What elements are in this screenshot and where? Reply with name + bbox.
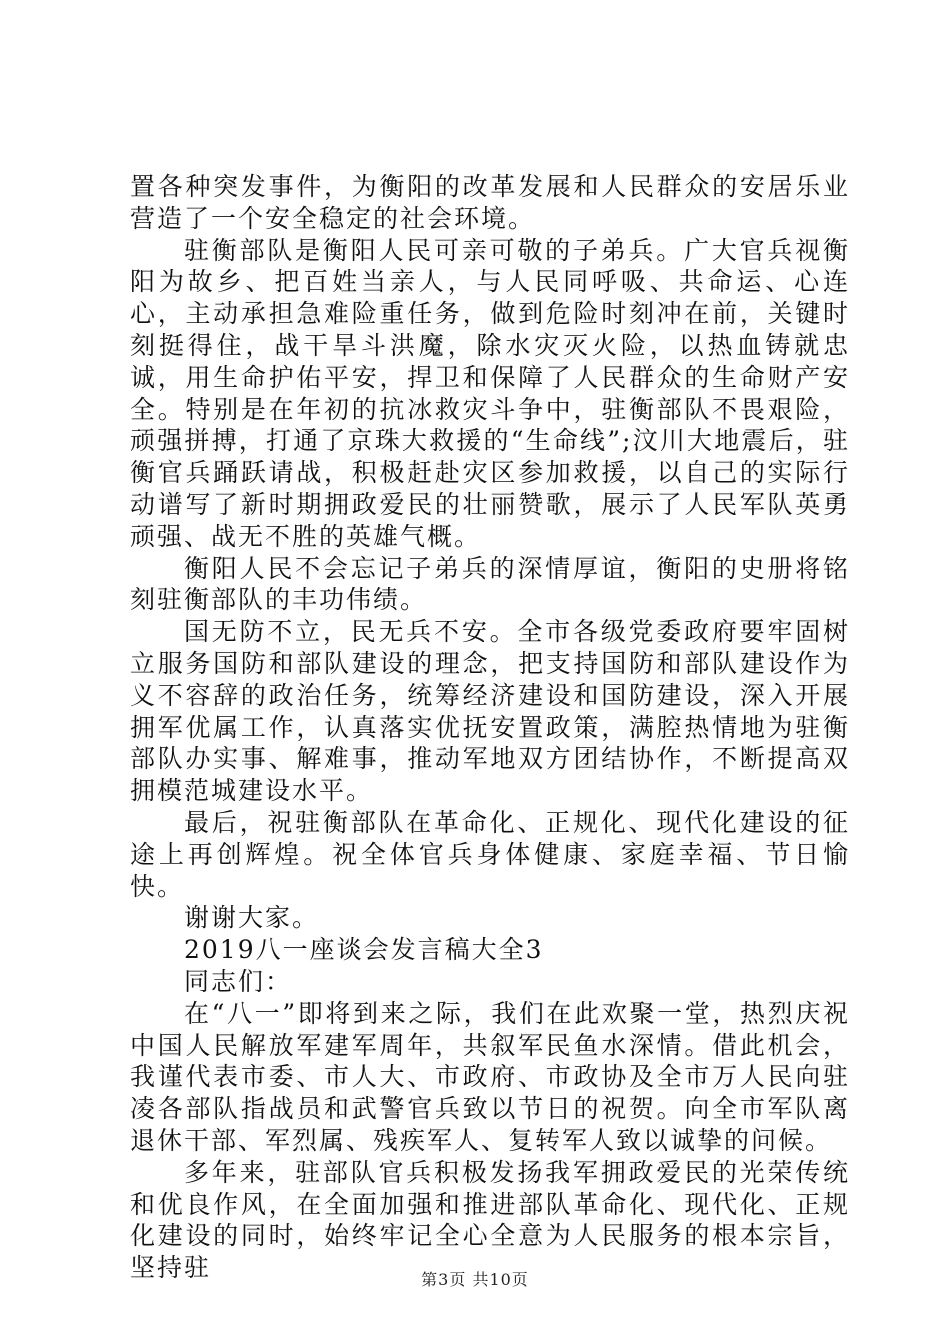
page-number-footer: 第3页 共10页 [421, 1270, 529, 1289]
paragraph: 在“八一”即将到来之际，我们在此欢聚一堂，热烈庆祝中国人民解放军建军周年，共叙军民鱼水深情。借此机会，我谨代表市委、市人大、市政府、市政协及全市万人民向驻凌各部队指战员和武警官兵致以节日的祝贺。向全市军队离退休干部、军烈属、残疾军人、复转军人致以诚挚的问候。 [130, 998, 850, 1155]
paragraph: 国无防不立，民无兵不安。全市各级党委政府要牢固树立服务国防和部队建设的理念，把支持国防和部队建设作为义不容辞的政治任务，统筹经济建设和国防建设，深入开展拥军优属工作，认真落实优抚安置政策，满腔热情地为驻衡部队办实事、解难事，推动军地双方团结协作，不断提高双拥模范城建设水平。 [130, 617, 850, 806]
salutation: 同志们： [184, 966, 293, 996]
paragraph: 最后，祝驻衡部队在革命化、正规化、现代化建设的征途上再创辉煌。祝全体官兵身体健康、家庭幸福、节日愉快。 [130, 807, 850, 901]
paragraph-continuation: 置各种突发事件，为衡阳的改革发展和人民群众的安居乐业营造了一个安全稳定的社会环境。 [130, 172, 850, 233]
section-heading: 2019八一座谈会发言稿大全3 [184, 935, 544, 965]
document-body [130, 171, 850, 1284]
paragraph: 多年来，驻部队官兵积极发扬我军拥政爱民的光荣传统和优良作风，在全面加强和推进部队革命化、现代化、正规化建设的同时，始终牢记全心全意为人民服务的根本宗旨，坚持驻 [130, 1157, 850, 1283]
paragraph: 衡阳人民不会忘记子弟兵的深情厚谊，衡阳的史册将铭刻驻衡部队的丰功伟绩。 [130, 553, 850, 615]
paragraph: 驻衡部队是衡阳人民可亲可敬的子弟兵。广大官兵视衡阳为故乡、把百姓当亲人，与人民同呼吸、共命运、心连心，主动承担急难险重任务，做到危险时刻冲在前，关键时刻挺得住，战干旱斗洪魔，除水灾灭火险，以热血铸就忠诚，用生命护佑平安，捍卫和保障了人民群众的生命财产安全。特别是在年初的抗冰救灾斗争中，驻衡部队不畏艰险，顽强拼搏，打通了京珠大救援的“生命线”;汶川大地震后，驻衡官兵踊跃请战，积极赶赴灾区参加救援，以自己的实际行动谱写了新时期拥政爱民的壮丽赞歌，展示了人民军队英勇顽强、战无不胜的英雄气概。 [130, 235, 850, 551]
closing-line: 谢谢大家。 [184, 903, 320, 933]
